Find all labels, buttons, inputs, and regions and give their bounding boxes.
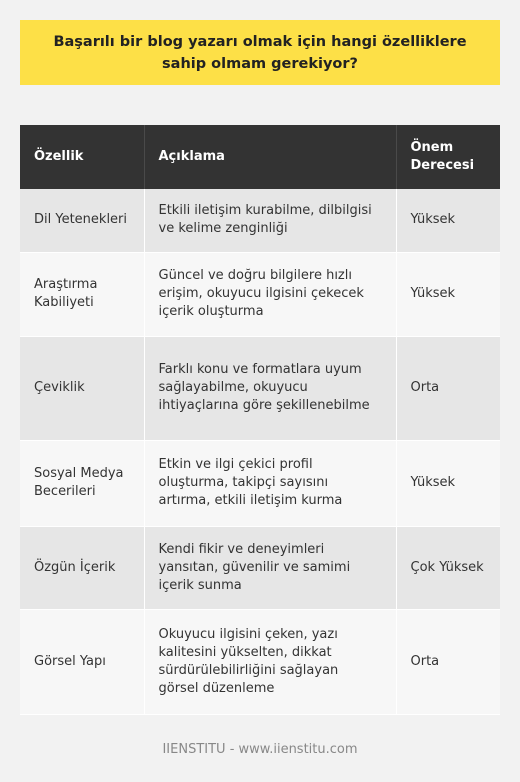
header-feature: Özellik — [20, 125, 144, 189]
table-row — [20, 252, 500, 336]
cell-description: Etkin ve ilgi çekici profil oluşturma, takipçi sayısını artırma, etkili iletişim kurma — [144, 440, 396, 526]
cell-description: Etkili iletişim kurabilme, dilbilgisi ve kelime zenginliği — [144, 189, 396, 252]
cell-importance: Yüksek — [396, 189, 500, 252]
cell-feature: Çeviklik — [20, 336, 144, 440]
cell-importance: Orta — [396, 609, 500, 714]
cell-feature: Araştırma Kabiliyeti — [20, 252, 144, 336]
cell-importance: Yüksek — [396, 252, 500, 336]
cell-feature: Görsel Yapı — [20, 609, 144, 714]
cell-description: Farklı konu ve formatlara uyum sağlayabilme, okuyucu ihtiyaçlarına göre şekillenebilme — [144, 336, 396, 440]
cell-importance: Çok Yüksek — [396, 526, 500, 609]
cell-importance: Yüksek — [396, 440, 500, 526]
table-row — [20, 440, 500, 526]
header-description: Açıklama — [144, 125, 396, 189]
page-title: Başarılı bir blog yazarı olmak için hangi özelliklere sahip olmam gerekiyor? — [53, 33, 467, 72]
features-table — [20, 125, 500, 715]
cell-description: Okuyucu ilgisini çeken, yazı kalitesini yükselten, dikkat sürdürülebilirliğini sağlayan görsel düzenleme — [144, 609, 396, 714]
cell-description: Kendi fikir ve deneyimleri yansıtan, güvenilir ve samimi içerik sunma — [144, 526, 396, 609]
header-importance: Önem Derecesi — [396, 125, 500, 189]
footer-credit: IIENSTITU - www.iienstitu.com — [162, 742, 358, 757]
table-row — [20, 189, 500, 252]
cell-feature: Dil Yetenekleri — [20, 189, 144, 252]
cell-feature: Özgün İçerik — [20, 526, 144, 609]
table-row — [20, 526, 500, 609]
cell-feature: Sosyal Medya Becerileri — [20, 440, 144, 526]
table-header-row — [20, 125, 500, 189]
title-banner — [20, 20, 500, 85]
cell-description: Güncel ve doğru bilgilere hızlı erişim, okuyucu ilgisini çekecek içerik oluşturma — [144, 252, 396, 336]
cell-importance: Orta — [396, 336, 500, 440]
table-row — [20, 609, 500, 714]
table-row — [20, 336, 500, 440]
